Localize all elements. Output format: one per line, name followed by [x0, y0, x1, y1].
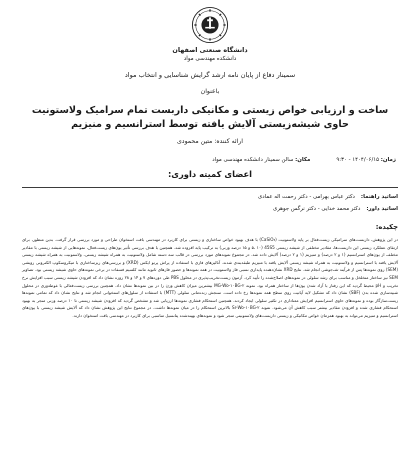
university-name: دانشگاه صنعتی اصفهان — [172, 46, 248, 54]
supervisors-label: اساتید راهنما: — [360, 194, 398, 200]
divider — [22, 187, 398, 188]
abstract-heading: چکیده: — [375, 223, 398, 231]
time-info — [336, 157, 396, 163]
time-value: ۱۴۰۴/۰۶/۱۵ - ۹:۳۰ — [336, 157, 380, 163]
university-logo — [191, 6, 229, 44]
title-label: باعنوان — [200, 88, 220, 95]
meta-row — [22, 157, 398, 163]
faculty-name: دانشکده مهندسی مواد — [183, 56, 237, 62]
logo-container — [22, 6, 398, 44]
place-value: سالن سمینار دانشکده مهندسی مواد — [212, 157, 294, 163]
committee-title: اعضای کمیته داوری: — [167, 169, 253, 179]
abstract-text: در این پژوهش، داربست‌های سرامیکی زیست‌فعال بر پایه ولاستونیت (CaSiO₃) با هدف بهبود خواص ساختاری و زیستی برای کاربرد در مهندسی بافت استخوان طراحی و مورد بررسی قرار گرفت. بدین منظور، برای ارتقای عملکرد زیستی این داربست‌ها، مقادیر مختلفی از شیشه زیستی 45S5 (۵، ۱۰ و ۱۵ درصد وزنی) به ترکیب پایه افزوده شد. همچنین با هدف بررسی تأثیر یون‌های زیست‌فعال، نمونه‌هایی از شیشه زیستی با مقادیر مختلف از یون‌های استرانسیم (۱ و ۲ درصد) و منیزیم (۱ و ۲ درصد) آلایش داده شد. در مجموع نمونه‌های مورد بررسی در قالب سه دسته شامل ولاستونیت به همراه شیشه زیستی، ولاستونیت به همراه شیشه زیستی آلایش یافته با استرانسیم و ولاستونیت به همراه شیشه زیستی آلایش یافته با منیزیم طبقه‌بندی شدند. آنالیزهای فازی با استفاده از پراش پرتو ایکس (XRD) و بررسی‌های ریزساختاری با میکروسکوپ الکترونی روبشی (SEM) روی نمونه‌ها پس از فرآیند تف‌جوشی انجام شد. نتایج XRD نشان‌دهنده پایداری نسبی فاز ولاستونیت در همه نمونه‌ها و حضور فازهای ثانویه مانند کلسیم فسفات در برخی نمونه‌های حاوی شیشه زیستی بود. تصاویر SEM نیز ساختار متخلخل و مناسب برای رشد سلولی در نمونه‌های اصلاح‌شده را تأیید کرد. آزمون زیست‌تخریب‌پذیری در محلول PBS طی دوره‌های ۷ و ۱۴ و ۲۸ روزه نشان داد که افزودن شیشه زیستی سبب افزایش نرخ تخریب و pH محیط گردید که این رفتار با آزاد شدن یون‌ها از ساختار همراه بود. نمونه MG-Wo-۱۰BG-۲ بیشترین میزان کاهش وزن را در بین نمونه‌ها نشان داد. همچنین بررسی زیست‌فعالی با غوطه‌وری در محلول شبیه‌سازی شده بدن (SBF) نشان داد که تشکیل لایه آپاتیت روی سطح همه نمونه‌ها رخ داده است. سنجش زنده‌مانی سلولی (MTT) با استفاده از سلول‌های استخوانی انجام شد و نتایج نشان داد که تمامی نمونه‌ها زیست‌سازگار بوده و نمونه‌های حاوی استرانسیم افزایش معناداری در تکثیر سلولی ایجاد کردند. همچنین استحکام فشاری نمونه‌ها ارزیابی شد و مشخص گردید که افزودن شیشه زیستی تا ۱۰ درصد وزنی منجر به بهبود استحکام فشاری شده و افزودن مقادیر بیشتر سبب کاهش آن می‌شود. نمونه Sr-Wo-۱۰BG-۲ بالاترین استحکام را در میان نمونه‌ها داشت. در مجموع نتایج این پژوهش نشان داد که آلایش شیشه زیستی با یون‌های استرانسیم و منیزیم می‌تواند به بهبود همزمان خواص مکانیکی و زیستی داربست‌های ولاستونیتی منجر شود و نمونه‌های بهینه‌شده پتانسیل مناسبی برای کاربرد در مهندسی بافت استخوان دارند. — [22, 237, 399, 318]
seminar-line: سمینار دفاع از پایان نامه ارشد گرایش شناسایی و انتخاب مواد — [124, 71, 296, 79]
time-label: زمان: — [380, 157, 396, 163]
place-info — [212, 157, 310, 163]
presenter-line: ارائه کننده: متین محمودی — [176, 138, 244, 145]
examiners-value: دکتر محمد خدایی - دکتر نرگس جوهری — [272, 206, 361, 212]
supervisors-row — [22, 194, 398, 200]
thesis-title: ساخت و ارزیابی خواص زیستی و مکانیکی داربست تمام سرامیک ولاستونیت حاوی شیشه‌زیستی آلایش یافته توسط استرانسیم و منیزیم — [31, 105, 389, 130]
examiners-row — [22, 206, 398, 212]
place-label: مکان: — [295, 157, 311, 163]
supervisors-value: دکتر عباس بهرامی - دکتر رحمت اله عمادی — [257, 194, 355, 200]
examiners-label: اساتید داور: — [366, 206, 398, 212]
